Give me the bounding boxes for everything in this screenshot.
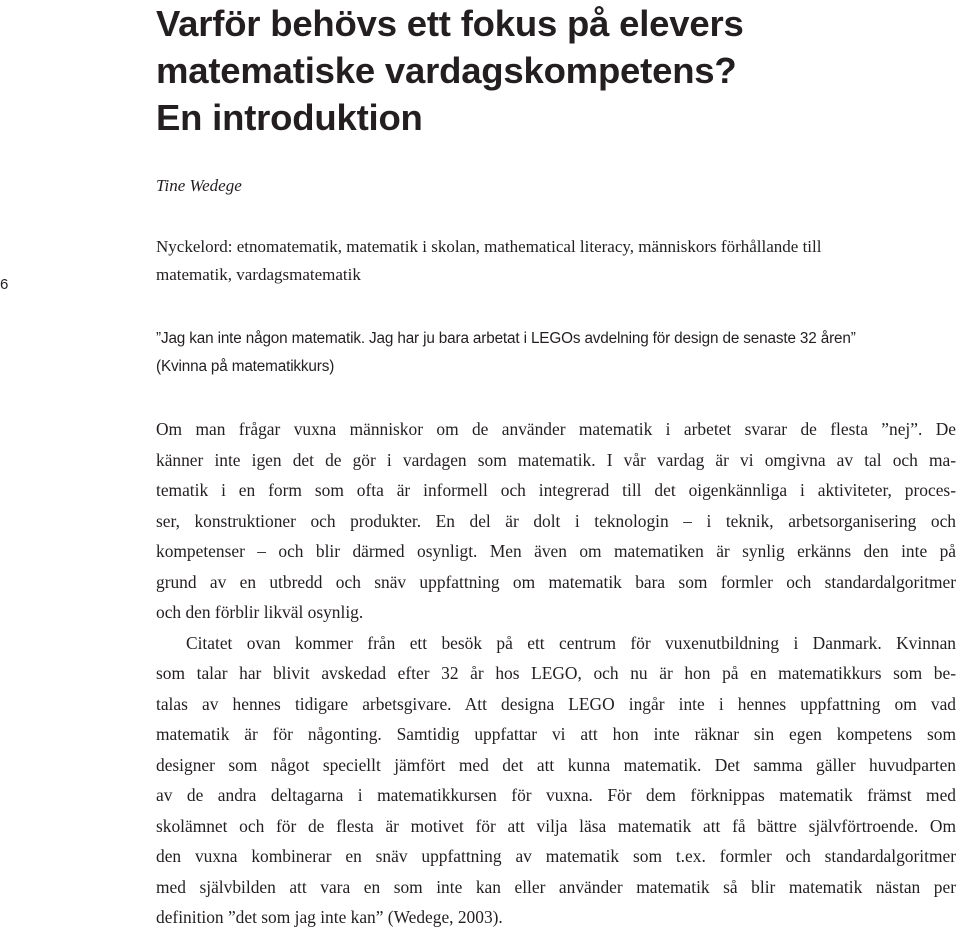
body-text bbox=[156, 414, 956, 933]
text-line: tematik i en form som ofta är informell och integrerad till det oigenkännliga i aktiviteter, proces- bbox=[156, 480, 956, 500]
epigraph-quote bbox=[156, 325, 956, 381]
text-line: den vuxna kombinerar en snäv uppfattning av matematik som t.ex. formler och standardalgoritmer bbox=[156, 846, 956, 866]
quote-text: ”Jag kan inte någon matematik. Jag har ju bara arbetat i LEGOs avdelning för design de senaste 32 åren” bbox=[156, 330, 856, 347]
author-name: Tine Wedege bbox=[156, 176, 242, 195]
text-line: kompetenser – och blir därmed osynligt. Men även om matematiken är synlig erkänns den inte på bbox=[156, 541, 956, 561]
keywords-line: matematik, vardagsmatematik bbox=[156, 265, 361, 284]
title-line: matematiske vardagskompetens? bbox=[156, 50, 737, 91]
text-line: som talar har blivit avskedad efter 32 år hos LEGO, och nu är hon på en matematikkurs som be- bbox=[156, 663, 956, 683]
text-line: skolämnet och för de flesta är motivet för att vilja läsa matematik att få bättre självförtroende. Om bbox=[156, 815, 956, 836]
quote-attribution: (Kvinna på matematikkurs) bbox=[156, 358, 335, 375]
keywords bbox=[156, 233, 956, 289]
page-title bbox=[156, 0, 946, 141]
text-line: ser, konstruktioner och produkter. En del är dolt i teknologin – i teknik, arbetsorganisering och bbox=[156, 510, 956, 531]
text-line: matematik är för någonting. Samtidig uppfattar vi att hon inte räknar sin egen kompetens som bbox=[156, 724, 956, 744]
text-line: känner inte igen det de gör i vardagen som matematik. I vår vardag är vi omgivna av tal och ma- bbox=[156, 449, 956, 470]
title-line: Varför behövs ett fokus på elevers bbox=[156, 3, 744, 44]
text-line: och den förblir likväl osynlig. bbox=[156, 602, 364, 622]
text-line: med självbilden att vara en som inte kan eller använder matematik så blir matematik nästan per bbox=[156, 876, 956, 897]
paragraph bbox=[156, 628, 956, 933]
text-line: definition ”det som jag inte kan” (Wedege, 2003). bbox=[156, 907, 503, 927]
paragraph bbox=[156, 414, 956, 628]
text-line: grund av en utbredd och snäv uppfattning om matematik bara som formler och standardalgoritmer bbox=[156, 571, 956, 592]
text-line: av de andra deltagarna i matematikkursen för vuxna. För dem förknippas matematik främst med bbox=[156, 785, 956, 805]
keywords-line: Nyckelord: etnomatematik, matematik i skolan, mathematical literacy, människors förhållande till bbox=[156, 237, 822, 256]
text-line: Om man frågar vuxna människor om de använder matematik i arbetet svarar de flesta ”nej”. De bbox=[156, 419, 956, 439]
text-line: designer som något speciellt jämfört med det att kunna matematik. Det samma gäller huvudparten bbox=[156, 754, 956, 775]
page-number: 6 bbox=[0, 276, 9, 293]
text-line: Citatet ovan kommer från ett besök på ett centrum för vuxenutbildning i Danmark. Kvinnan bbox=[186, 632, 956, 653]
text-line: talas av hennes tidigare arbetsgivare. Att designa LEGO ingår inte i hennes uppfattning om vad bbox=[156, 693, 956, 714]
title-line: En introduktion bbox=[156, 97, 423, 138]
